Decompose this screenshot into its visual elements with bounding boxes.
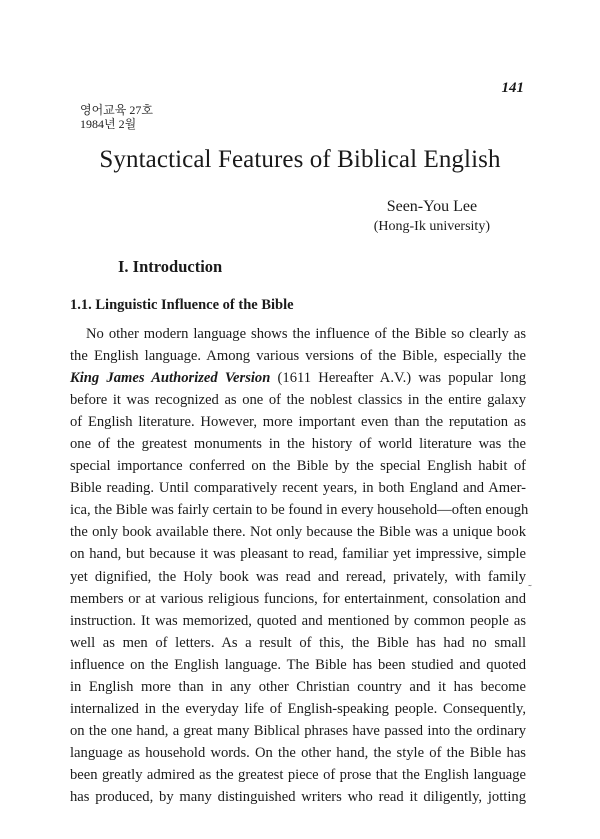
page-number: 141 <box>501 80 524 96</box>
text-line: in English more than in any other Christian country and it has become <box>70 678 526 695</box>
paper-title: Syntactical Features of Biblical English <box>99 146 501 173</box>
author-name: Seen-You Lee <box>386 198 478 215</box>
text-line: been greatly admired as the greatest piece of prose that the English language <box>70 766 526 783</box>
author-block <box>374 197 490 237</box>
journal-info <box>80 103 153 131</box>
text-line: the English language. Among various versions of the Bible, especially the <box>70 348 526 365</box>
author-affiliation: (Hong-Ik university) <box>373 219 490 234</box>
text-line <box>70 367 526 389</box>
text-line: one of the greatest monuments in the history of world literature was the <box>70 436 526 453</box>
text-line: Bible reading. Until comparatively recent years, in both England and Amer- <box>70 480 526 497</box>
text-line: language as household words. On the other hand, the style of the Bible has <box>70 744 526 761</box>
text-line: influence on the English language. The Bible has been studied and quoted <box>70 656 526 673</box>
text-line: has produced, by many distinguished writers who read it diligently, jotting <box>70 788 526 805</box>
body-paragraph <box>70 323 529 808</box>
text-line: members or at various religious funcions, for entertainment, consolation and <box>70 590 526 607</box>
text-line: of English literature. However, more important even than the reputation as <box>70 414 526 431</box>
section-heading: I. Introduction <box>118 257 223 276</box>
text-line: ica, the Bible was fairly certain to be found in every household—often enough <box>70 502 529 519</box>
text-segment: (1611 Hereafter A.V.) was popular long <box>270 370 526 387</box>
text-line: yet dignified, the Holy book was read and reread, privately, with family <box>70 568 526 585</box>
subsection-heading: 1.1. Linguistic Influence of the Bible <box>70 297 294 313</box>
text-line: instruction. It was memorized, quoted and mentioned by common people as <box>70 612 526 629</box>
text-line: on the one hand, a great many Biblical phrases have passed into the ordinary <box>70 722 526 739</box>
text-line: before it was recognized as one of the noblest classics in the entire galaxy <box>70 392 526 409</box>
text-line: the only book available there. Not only because the Bible was a unique book <box>70 524 526 541</box>
text-line: special importance conferred on the Bible by the special English habit of <box>70 458 526 475</box>
text-line: well as men of letters. As a result of this, the Bible has had no small <box>70 634 526 651</box>
margin-mark: ˜ <box>528 583 532 595</box>
text-line: internalized in the everyday life of English-speaking people. Consequently, <box>70 700 526 717</box>
journal-issue: 영어교육 27호 <box>80 103 153 117</box>
text-line: on hand, but because it was pleasant to read, familiar yet impressive, simple <box>70 546 526 563</box>
version-title: King James Authorized Version <box>70 370 271 387</box>
journal-date: 1984년 2월 <box>80 117 137 131</box>
text-line: No other modern language shows the influence of the Bible so clearly as <box>86 326 526 342</box>
